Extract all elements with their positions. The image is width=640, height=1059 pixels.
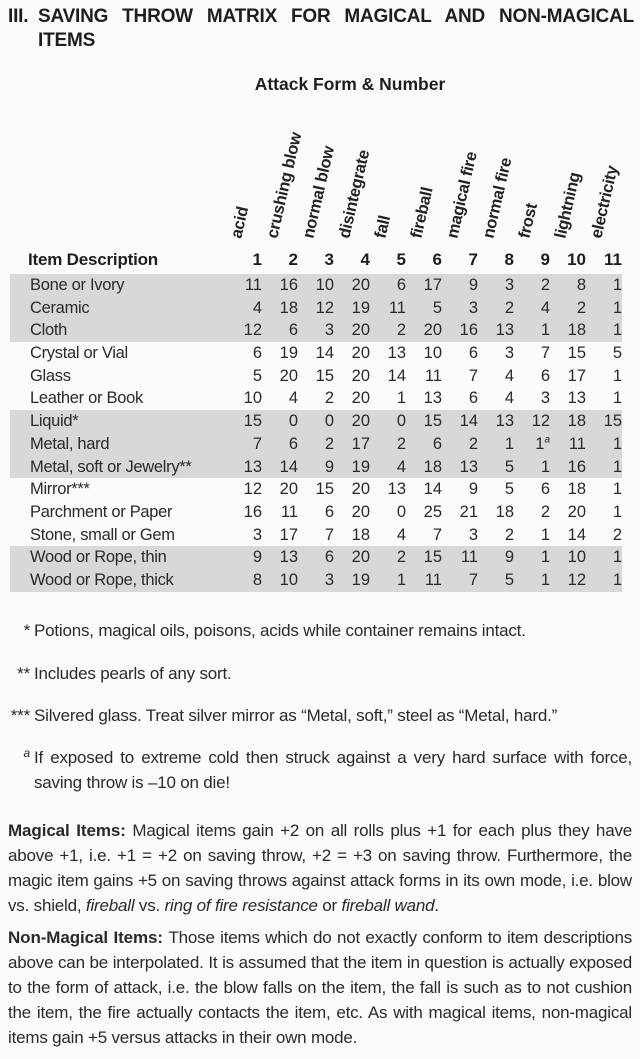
save-value-cell: 14 bbox=[279, 457, 298, 476]
save-value-cell: 14 bbox=[423, 480, 442, 499]
paragraph-text-run: fireball bbox=[85, 896, 135, 915]
save-value-cell: 5 bbox=[252, 366, 262, 385]
save-value-cell: 2 bbox=[504, 525, 514, 544]
save-value-cell: 21 bbox=[459, 502, 478, 521]
column-number: 7 bbox=[468, 250, 478, 269]
save-value-cell: 2 bbox=[468, 434, 478, 453]
attack-form-label: disintegrate bbox=[335, 148, 374, 240]
save-value-cell: 6 bbox=[324, 548, 334, 567]
save-value-cell: 13 bbox=[495, 412, 514, 431]
footnote-text: If exposed to extreme cold then struck against a very hard surface with force, saving throw is –10 on die! bbox=[34, 748, 632, 792]
save-value-cell: 12 bbox=[567, 570, 586, 589]
paragraph-text-run: fireball wand bbox=[341, 896, 435, 915]
paragraph-text-run: or bbox=[317, 896, 342, 915]
footnote-text: Includes pearls of any sort. bbox=[34, 664, 232, 683]
save-value-cell: 1 bbox=[540, 457, 550, 476]
table-row bbox=[10, 456, 622, 479]
save-value-cell: 1 bbox=[540, 548, 550, 567]
save-value-cell: 1 bbox=[612, 276, 622, 294]
footnote-marker: ** bbox=[17, 664, 30, 683]
save-value-cell: 15 bbox=[603, 412, 622, 431]
save-value-cell: 4 bbox=[288, 389, 298, 408]
save-value-cell: 11 bbox=[244, 276, 262, 294]
save-value-cell: 2 bbox=[324, 434, 334, 453]
save-value-cell: 13 bbox=[459, 457, 478, 476]
save-value-cell: 6 bbox=[324, 502, 334, 521]
save-value-cell: 1 bbox=[396, 389, 406, 408]
section-numeral: III. bbox=[8, 6, 29, 27]
item-label: Mirror*** bbox=[30, 480, 90, 499]
save-value-cell: 13 bbox=[387, 344, 406, 363]
save-value-cell: 0 bbox=[288, 412, 298, 431]
attack-form-label: lightning bbox=[551, 170, 585, 240]
save-value-cell: 6 bbox=[288, 434, 298, 453]
table-row bbox=[10, 410, 622, 433]
attack-form-label: electricity bbox=[587, 164, 622, 240]
save-value-cell: 1 bbox=[612, 480, 622, 499]
save-value-cell: 12 bbox=[243, 321, 262, 340]
save-value-cell: 2 bbox=[540, 502, 550, 521]
table-header-row bbox=[10, 248, 622, 272]
save-value-cell: 2 bbox=[576, 298, 586, 317]
table-row bbox=[10, 297, 622, 320]
paragraph-text-run: Magical items gain +2 on all rolls plus +1 for each plus they have above +1, i.e. +1 = +2 on saving throw, +2 = +3 on saving throw. Furthermore, the magic item gains +5 on saving throws against attack forms in its own mode, i.e. blow vs. shield, bbox=[8, 821, 633, 915]
paragraph-lead-in: Non-Magical Items: bbox=[8, 928, 169, 947]
save-value-cell: 2 bbox=[396, 434, 406, 453]
save-value-cell: 12 bbox=[243, 480, 262, 499]
item-label: Leather or Book bbox=[30, 389, 143, 408]
footnote bbox=[0, 703, 632, 728]
save-value-cell: 16 bbox=[279, 276, 298, 294]
save-value-cell: 9 bbox=[468, 480, 478, 499]
table-row bbox=[10, 524, 622, 547]
column-number: 3 bbox=[324, 250, 334, 269]
save-value-cell: 20 bbox=[351, 344, 370, 363]
column-number: 1 bbox=[252, 250, 262, 269]
footnote-marker: a bbox=[23, 746, 30, 760]
save-value-cell: 9 bbox=[252, 548, 262, 567]
table-row bbox=[10, 319, 622, 342]
save-value-cell: 8 bbox=[252, 570, 262, 589]
table-row bbox=[10, 365, 622, 388]
attack-form-label: crushing blow bbox=[263, 130, 306, 240]
paragraph-text-run: Those items which do not exactly conform to item descriptions above can be interpolated. It is assumed that the item in question is actually exposed to the form of attack, i.e. the blow falls on the item, the fall is such as to not cushion the item, the fire actually contacts the item, etc. As with magical items, non-magical items gain +5 versus attacks in their own mode. bbox=[8, 928, 632, 1047]
save-value-cell: 9 bbox=[504, 548, 514, 567]
non-magical-items-paragraph bbox=[8, 925, 632, 1050]
save-value-cell: 1 bbox=[612, 321, 622, 340]
item-label: Cloth bbox=[30, 321, 68, 340]
section-title-line1: SAVING THROW MATRIX FOR MAGICAL AND NON-MAGICAL bbox=[38, 6, 634, 27]
save-value-cell: 1 bbox=[396, 570, 406, 589]
footnote-a-reference: a bbox=[544, 434, 550, 446]
save-value-cell: 1 bbox=[612, 570, 622, 589]
save-value-cell: 3 bbox=[504, 276, 514, 294]
save-value-cell: 9 bbox=[324, 457, 334, 476]
save-value-cell: 17 bbox=[279, 525, 298, 544]
save-value-cell: 6 bbox=[396, 276, 406, 294]
save-value-cell: 2 bbox=[540, 276, 550, 294]
item-label: Stone, small or Gem bbox=[30, 525, 175, 544]
item-label: Parchment or Paper bbox=[30, 502, 173, 521]
save-value-cell: 5 bbox=[504, 457, 514, 476]
footnote bbox=[0, 661, 632, 686]
item-label: Crystal or Vial bbox=[30, 344, 128, 363]
save-value-cell: 20 bbox=[351, 502, 370, 521]
attack-form-label: magical fire bbox=[443, 150, 481, 240]
save-value-cell: 1 bbox=[612, 457, 622, 476]
save-value-cell: 20 bbox=[351, 548, 370, 567]
save-value-cell: 7 bbox=[324, 525, 334, 544]
save-value-cell: 3 bbox=[252, 525, 262, 544]
column-number: 11 bbox=[604, 250, 622, 269]
table-row bbox=[10, 387, 622, 410]
save-value-cell: 5 bbox=[612, 344, 622, 363]
save-value-cell: 18 bbox=[495, 502, 514, 521]
item-label: Glass bbox=[30, 366, 71, 385]
magical-items-paragraph bbox=[8, 818, 632, 918]
section-title bbox=[8, 5, 634, 53]
save-value-cell: 15 bbox=[423, 412, 442, 431]
save-value-cell: 17 bbox=[567, 366, 586, 385]
save-value-cell: 4 bbox=[396, 457, 406, 476]
save-value-cell: 3 bbox=[468, 298, 478, 317]
save-value-cell: 16 bbox=[459, 321, 478, 340]
paragraph-text-run: vs. bbox=[134, 896, 165, 915]
save-value-cell: 3 bbox=[324, 321, 334, 340]
save-value-cell: 13 bbox=[423, 389, 442, 408]
table-row bbox=[10, 433, 622, 456]
save-value-cell: 20 bbox=[351, 412, 370, 431]
save-value-cell: 10 bbox=[423, 344, 442, 363]
save-value-cell: 20 bbox=[423, 321, 442, 340]
column-number: 5 bbox=[396, 250, 406, 269]
save-value-cell: 9 bbox=[468, 276, 478, 294]
save-value-cell: 14 bbox=[387, 366, 406, 385]
column-number: 10 bbox=[567, 250, 586, 269]
save-value-cell: 19 bbox=[279, 344, 298, 363]
table-row bbox=[10, 501, 622, 524]
footnote-text: Potions, magical oils, poisons, acids while container remains intact. bbox=[34, 621, 526, 640]
item-label: Wood or Rope, thin bbox=[30, 548, 167, 567]
paragraph-lead-in: Magical Items: bbox=[8, 821, 133, 840]
save-value-cell: 5 bbox=[432, 298, 442, 317]
save-value-cell: 7 bbox=[252, 434, 262, 453]
save-value-cell: 1 bbox=[612, 366, 622, 385]
save-value-cell: 4 bbox=[504, 366, 514, 385]
save-value-cell: 20 bbox=[279, 480, 298, 499]
save-value-cell: 11 bbox=[424, 366, 442, 385]
save-value-cell: 6 bbox=[432, 434, 442, 453]
save-value-cell: 25 bbox=[423, 502, 442, 521]
save-value-cell: 17 bbox=[423, 276, 442, 294]
save-value-cell: 6 bbox=[540, 366, 550, 385]
item-label: Metal, hard bbox=[30, 434, 110, 453]
save-value-cell: 14 bbox=[315, 344, 334, 363]
save-value-cell: 11 bbox=[568, 434, 586, 453]
column-number: 4 bbox=[360, 250, 370, 269]
column-number: 2 bbox=[288, 250, 298, 269]
save-value-cell: 5 bbox=[504, 570, 514, 589]
save-value-cell: 0 bbox=[396, 412, 406, 431]
save-value-cell: 10 bbox=[567, 548, 586, 567]
save-value-cell: 11 bbox=[388, 298, 406, 317]
save-value-cell: 15 bbox=[423, 548, 442, 567]
save-value-cell: 20 bbox=[351, 276, 370, 294]
save-value-cell: 20 bbox=[351, 321, 370, 340]
save-value-cell: 13 bbox=[567, 389, 586, 408]
paragraph-text-run: ring of fire resistance bbox=[164, 896, 318, 915]
save-value-cell: 2 bbox=[504, 298, 514, 317]
save-value-cell: 1$^a$ bbox=[535, 434, 550, 453]
save-value-cell: 1 bbox=[540, 321, 550, 340]
column-number: 8 bbox=[504, 250, 514, 269]
save-value-cell: 18 bbox=[423, 457, 442, 476]
attack-form-label: normal fire bbox=[479, 156, 516, 240]
save-value-cell: 19 bbox=[351, 570, 370, 589]
save-value-cell: 7 bbox=[540, 344, 550, 363]
save-value-cell: 13 bbox=[243, 457, 262, 476]
table-row bbox=[10, 342, 622, 365]
save-value-cell: 1 bbox=[612, 298, 622, 317]
attack-form-label: fireball bbox=[407, 185, 437, 240]
save-value-cell: 20 bbox=[279, 366, 298, 385]
save-value-cell: 2 bbox=[396, 321, 406, 340]
save-value-cell: 7 bbox=[468, 570, 478, 589]
save-value-cell: 18 bbox=[567, 412, 586, 431]
save-value-cell: 6 bbox=[252, 344, 262, 363]
save-value-cell: 10 bbox=[279, 570, 298, 589]
save-value-cell: 19 bbox=[351, 298, 370, 317]
save-value-cell: 1 bbox=[612, 548, 622, 567]
save-value-cell: 20 bbox=[351, 389, 370, 408]
attack-form-label: frost bbox=[515, 201, 541, 240]
paragraph-text-run: . bbox=[434, 896, 439, 915]
save-value-cell: 7 bbox=[432, 525, 442, 544]
save-value-cell: 13 bbox=[495, 321, 514, 340]
save-value-cell: 2 bbox=[324, 389, 334, 408]
save-value-cell: 17 bbox=[351, 434, 370, 453]
attack-form-label: fall bbox=[371, 213, 395, 240]
save-value-cell: 16 bbox=[243, 502, 262, 521]
save-value-cell: 1 bbox=[612, 502, 622, 521]
save-value-cell: 13 bbox=[387, 480, 406, 499]
saving-throw-table bbox=[10, 274, 622, 592]
save-value-cell: 10 bbox=[315, 276, 334, 294]
item-label: Wood or Rope, thick bbox=[30, 570, 174, 589]
save-value-cell: 4 bbox=[396, 525, 406, 544]
save-value-cell: 2 bbox=[396, 548, 406, 567]
save-value-cell: 1 bbox=[540, 525, 550, 544]
footnote bbox=[0, 745, 632, 795]
section-title-line2: ITEMS bbox=[38, 30, 96, 51]
save-value-cell: 5 bbox=[504, 480, 514, 499]
attack-form-group-header: Attack Form & Number bbox=[254, 74, 446, 94]
save-value-cell: 3 bbox=[540, 389, 550, 408]
save-value-cell: 6 bbox=[468, 389, 478, 408]
save-value-cell: 11 bbox=[280, 502, 298, 521]
table-row bbox=[10, 546, 622, 569]
save-value-cell: 20 bbox=[351, 366, 370, 385]
save-value-cell: 4 bbox=[252, 298, 262, 317]
save-value-cell: 18 bbox=[351, 525, 370, 544]
save-value-cell: 0 bbox=[324, 412, 334, 431]
save-value-cell: 6 bbox=[288, 321, 298, 340]
save-value-cell: 1 bbox=[612, 434, 622, 453]
save-value-cell: 1 bbox=[540, 570, 550, 589]
save-value-cell: 1 bbox=[504, 434, 514, 453]
save-value-cell: 20 bbox=[567, 502, 586, 521]
save-value-cell: 14 bbox=[567, 525, 586, 544]
footnote bbox=[0, 618, 632, 643]
item-label: Ceramic bbox=[30, 298, 90, 317]
table-row bbox=[10, 569, 622, 592]
save-value-cell: 16 bbox=[567, 457, 586, 476]
save-value-cell: 4 bbox=[504, 389, 514, 408]
save-value-cell: 10 bbox=[243, 389, 262, 408]
item-label: Metal, soft or Jewelry** bbox=[30, 457, 192, 476]
save-value-cell: 6 bbox=[468, 344, 478, 363]
item-label: Bone or Ivory bbox=[30, 276, 125, 294]
save-value-cell: 14 bbox=[459, 412, 478, 431]
save-value-cell: 15 bbox=[243, 412, 262, 431]
save-value-cell: 11 bbox=[424, 570, 442, 589]
item-label: Liquid* bbox=[30, 412, 79, 431]
item-description-header: Item Description bbox=[28, 250, 158, 269]
footnote-marker: * bbox=[23, 621, 30, 640]
save-value-cell: 6 bbox=[540, 480, 550, 499]
save-value-cell: 15 bbox=[315, 480, 334, 499]
save-value-cell: 3 bbox=[324, 570, 334, 589]
save-value-cell: 8 bbox=[576, 276, 586, 294]
save-value-cell: 15 bbox=[315, 366, 334, 385]
column-number: 6 bbox=[432, 250, 442, 269]
save-value-cell: 19 bbox=[351, 457, 370, 476]
save-value-cell: 20 bbox=[351, 480, 370, 499]
save-value-cell: 18 bbox=[567, 480, 586, 499]
save-value-cell: 12 bbox=[315, 298, 334, 317]
table-row bbox=[10, 274, 622, 297]
save-value-cell: 13 bbox=[279, 548, 298, 567]
save-value-cell: 15 bbox=[567, 344, 586, 363]
table-row bbox=[10, 478, 622, 501]
save-value-cell: 18 bbox=[279, 298, 298, 317]
save-value-cell: 3 bbox=[468, 525, 478, 544]
footnote-text: Silvered glass. Treat silver mirror as “Metal, soft,” steel as “Metal, hard.” bbox=[34, 706, 558, 725]
save-value-cell: 3 bbox=[504, 344, 514, 363]
save-value-cell: 2 bbox=[612, 525, 622, 544]
attack-form-label: normal blow bbox=[299, 144, 339, 240]
save-value-cell: 0 bbox=[396, 502, 406, 521]
save-value-cell: 4 bbox=[540, 298, 550, 317]
column-number: 9 bbox=[540, 250, 550, 269]
footnote-marker: *** bbox=[10, 706, 30, 725]
save-value-cell: 18 bbox=[567, 321, 586, 340]
save-value-cell: 1 bbox=[612, 389, 622, 408]
attack-form-label: acid bbox=[227, 204, 253, 240]
save-value-cell: 11 bbox=[460, 548, 478, 567]
save-value-cell: 7 bbox=[468, 366, 478, 385]
save-value-cell: 12 bbox=[531, 412, 550, 431]
